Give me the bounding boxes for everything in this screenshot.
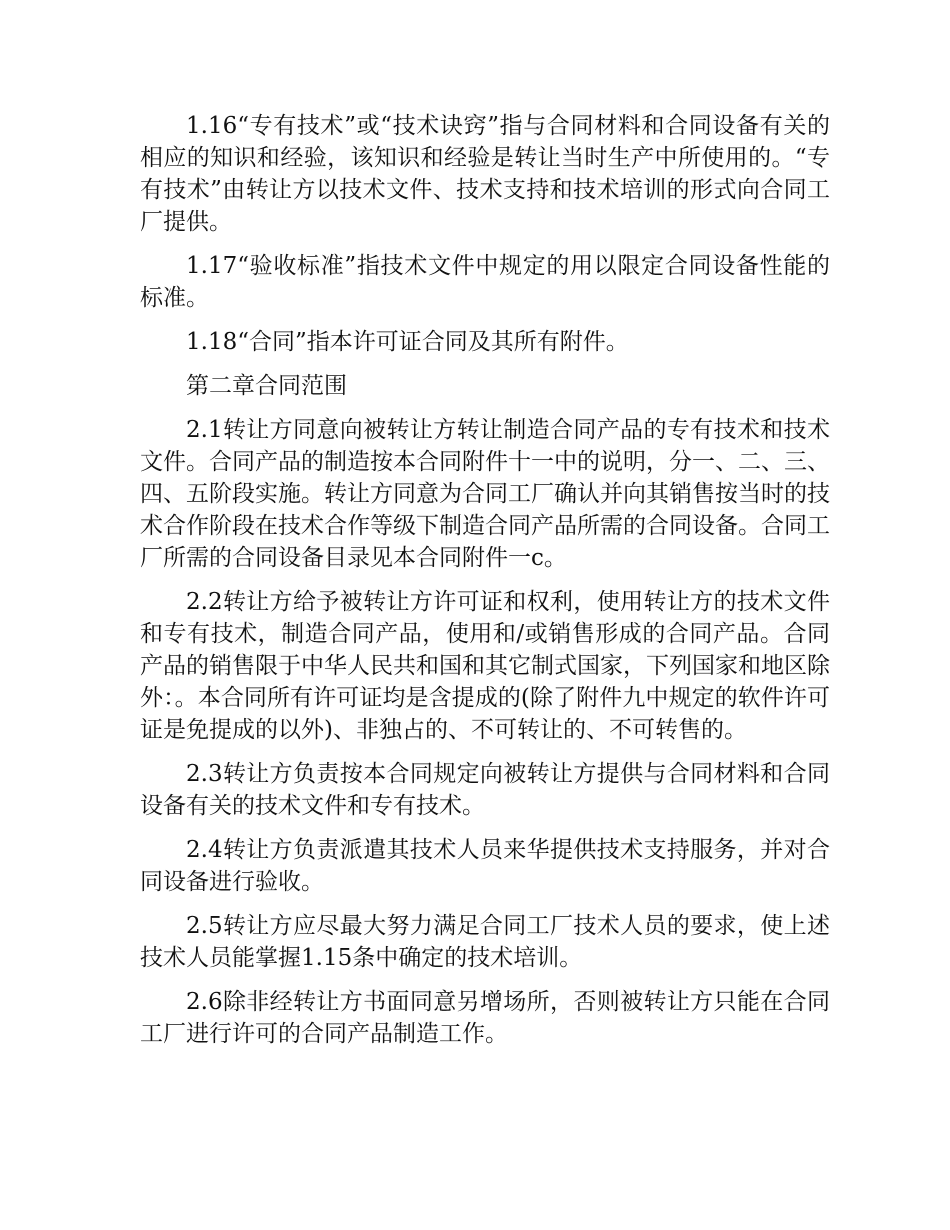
clause-1-17: 1.17“验收标准”指技术文件中规定的用以限定合同设备性能的标准。 bbox=[140, 253, 830, 311]
document-body bbox=[140, 110, 830, 1062]
clause-2-4: 2.4转让方负责派遣其技术人员来华提供技术支持服务，并对合同设备进行验收。 bbox=[140, 837, 830, 895]
chapter-heading: 第二章合同范围 bbox=[186, 373, 347, 399]
clause-1-16: 1.16“专有技术”或“技术诀窍”指与合同材料和合同设备有关的相应的知识和经验，该知识和经验是转让当时生产中所使用的。“专有技术”由转让方以技术文件、技术支持和技术培训的形式向合同工厂提供。 bbox=[140, 113, 830, 235]
clause-1-18: 1.18“合同”指本许可证合同及其所有附件。 bbox=[186, 329, 629, 355]
clause-2-5: 2.5转让方应尽最大努力满足合同工厂技术人员的要求，使上述技术人员能掌握1.15条中确定的技术培训。 bbox=[140, 913, 830, 971]
clause-2-3: 2.3转让方负责按本合同规定向被转让方提供与合同材料和合同设备有关的技术文件和专有技术。 bbox=[140, 761, 830, 819]
clause-2-2: 2.2转让方给予被转让方许可证和权利，使用转让方的技术文件和专有技术，制造合同产品，使用和/或销售形成的合同产品。合同产品的销售限于中华人民共和国和其它制式国家，下列国家和地区除外：。本合同所有许可证均是含提成的(除了附件九中规定的软件许可证是免提成的以外)、非独占的、不可转让的、不可转售的。 bbox=[140, 589, 830, 743]
clause-2-6: 2.6除非经转让方书面同意另增场所，否则被转让方只能在合同工厂进行许可的合同产品制造工作。 bbox=[140, 989, 830, 1047]
clause-2-1: 2.1转让方同意向被转让方转让制造合同产品的专有技术和技术文件。合同产品的制造按本合同附件十一中的说明，分一、二、三、四、五阶段实施。转让方同意为合同工厂确认并向其销售按当时的技术合作阶段在技术合作等级下制造合同产品所需的合同设备。合同工厂所需的合同设备目录见本合同附件一c。 bbox=[140, 417, 830, 571]
